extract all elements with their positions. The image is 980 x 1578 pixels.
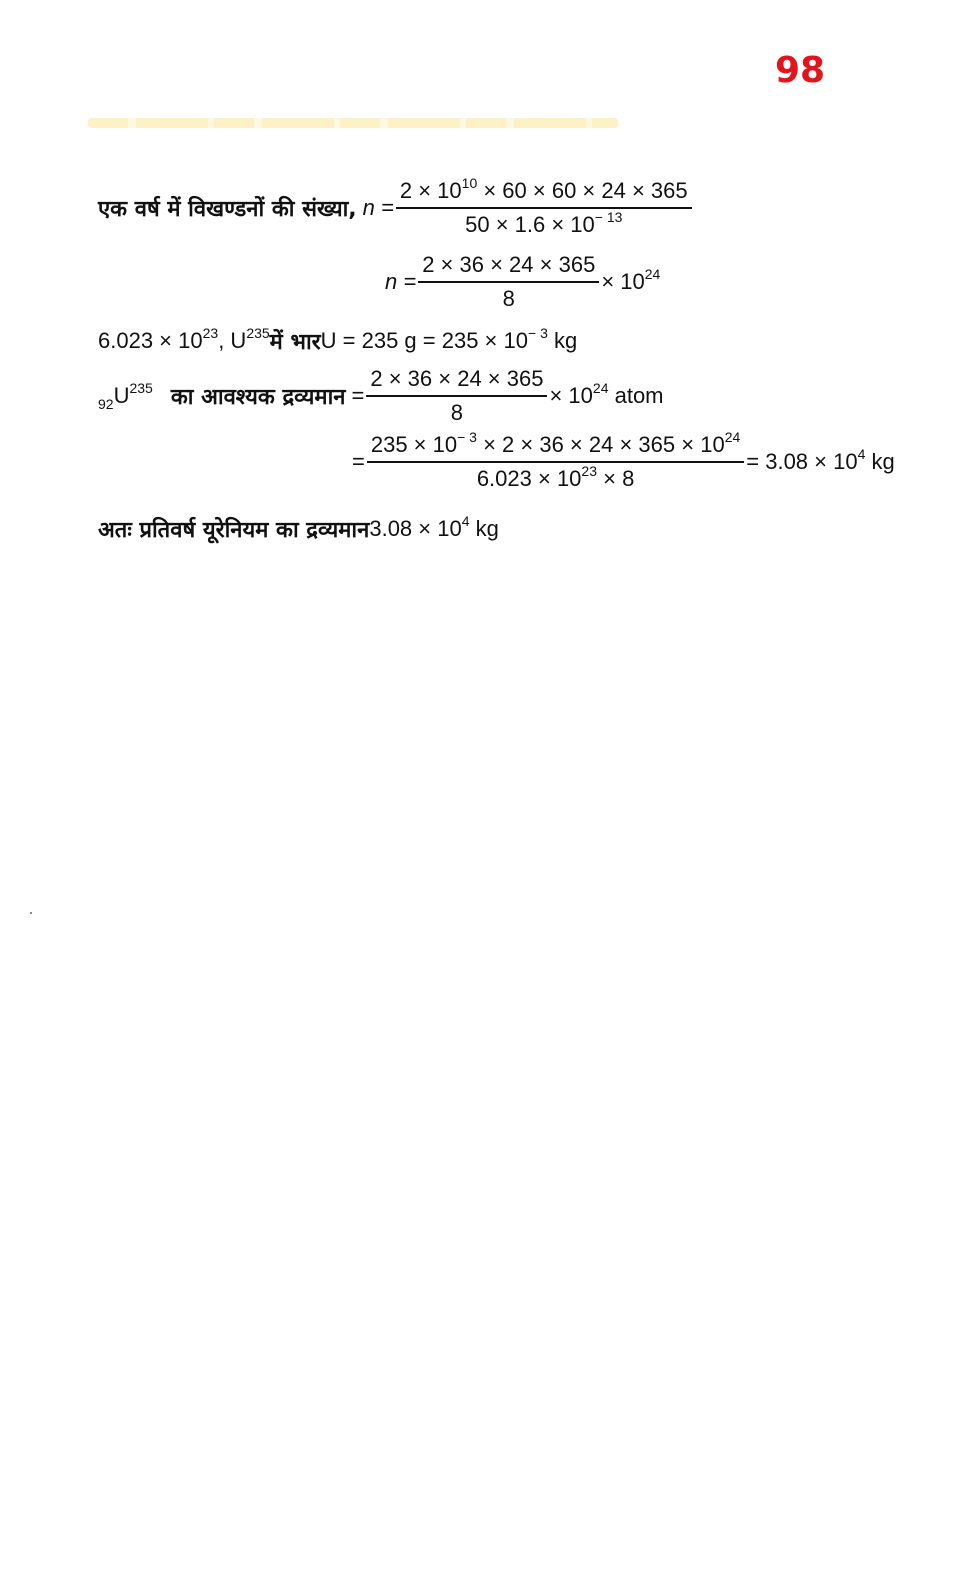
uranium-nuclide: $_{92}U^{235}$ — [98, 380, 153, 412]
equation-mass-of-u235 — [98, 326, 577, 356]
equals-sign: = — [352, 449, 365, 474]
avogadro-value: $6.023 \times 10^{23}$ — [98, 325, 219, 353]
multiplier: × $10^{24}$ — [601, 266, 661, 294]
equation-final-mass — [352, 429, 895, 492]
denominator: $50 \times 1.6 \times 10^{- 13}$ — [465, 209, 623, 237]
equation-n-simplified — [385, 252, 660, 312]
denominator: 8 — [450, 400, 464, 425]
scan-speck — [30, 912, 32, 914]
numerator: 2 × 36 × 24 × 365 — [418, 252, 599, 283]
denominator: 8 — [502, 286, 515, 311]
multiplier: × $10^{24}$ atom — [549, 380, 664, 408]
fraction-final-mass — [369, 429, 742, 492]
fraction-n — [420, 252, 597, 312]
mass-value: U = 235 $g = 235 \times 10^{- 3}$ kg — [320, 325, 578, 353]
conclusion-value: $3.08 \times 10^4$ kg — [369, 513, 499, 541]
equation-fissions-per-year — [98, 175, 694, 238]
variable-n: n = — [385, 269, 417, 294]
numerator: 2 × 36 × 24 × 365 — [366, 366, 547, 397]
page-number: 98 — [775, 50, 826, 91]
numerator: $235 \times 10^{- 3} \times 2 \times 36 \times 24 \times 365 \times 10^{24}$ — [367, 432, 744, 463]
uranium-symbol: , $U^{235}$ — [218, 325, 270, 353]
fraction-required-mass — [368, 366, 545, 426]
conclusion-line — [98, 514, 499, 544]
hindi-required-mass-label: का आवश्यक द्रव्यमान — [170, 385, 346, 410]
hindi-label-fissions: एक वर्ष में विखण्डनों की संख्या, — [98, 197, 357, 222]
result-value: = $3.08 \times 10^4$ kg — [746, 446, 895, 474]
equation-required-mass — [98, 366, 664, 426]
faded-header-band — [88, 118, 618, 128]
numerator: $2 \times 10^{10} \times 60 \times 60 \times 24 \times 365$ — [396, 178, 692, 209]
variable-n: n = — [362, 195, 394, 220]
hindi-conclusion-label: अतः प्रतिवर्ष यूरेनियम का द्रव्यमान — [98, 518, 370, 543]
fraction-fissions — [398, 175, 690, 238]
equals-sign: = — [351, 383, 365, 408]
hindi-mass-label: में भार — [269, 330, 321, 355]
denominator: $6.023 \times 10^{23} \times 8$ — [476, 463, 635, 491]
